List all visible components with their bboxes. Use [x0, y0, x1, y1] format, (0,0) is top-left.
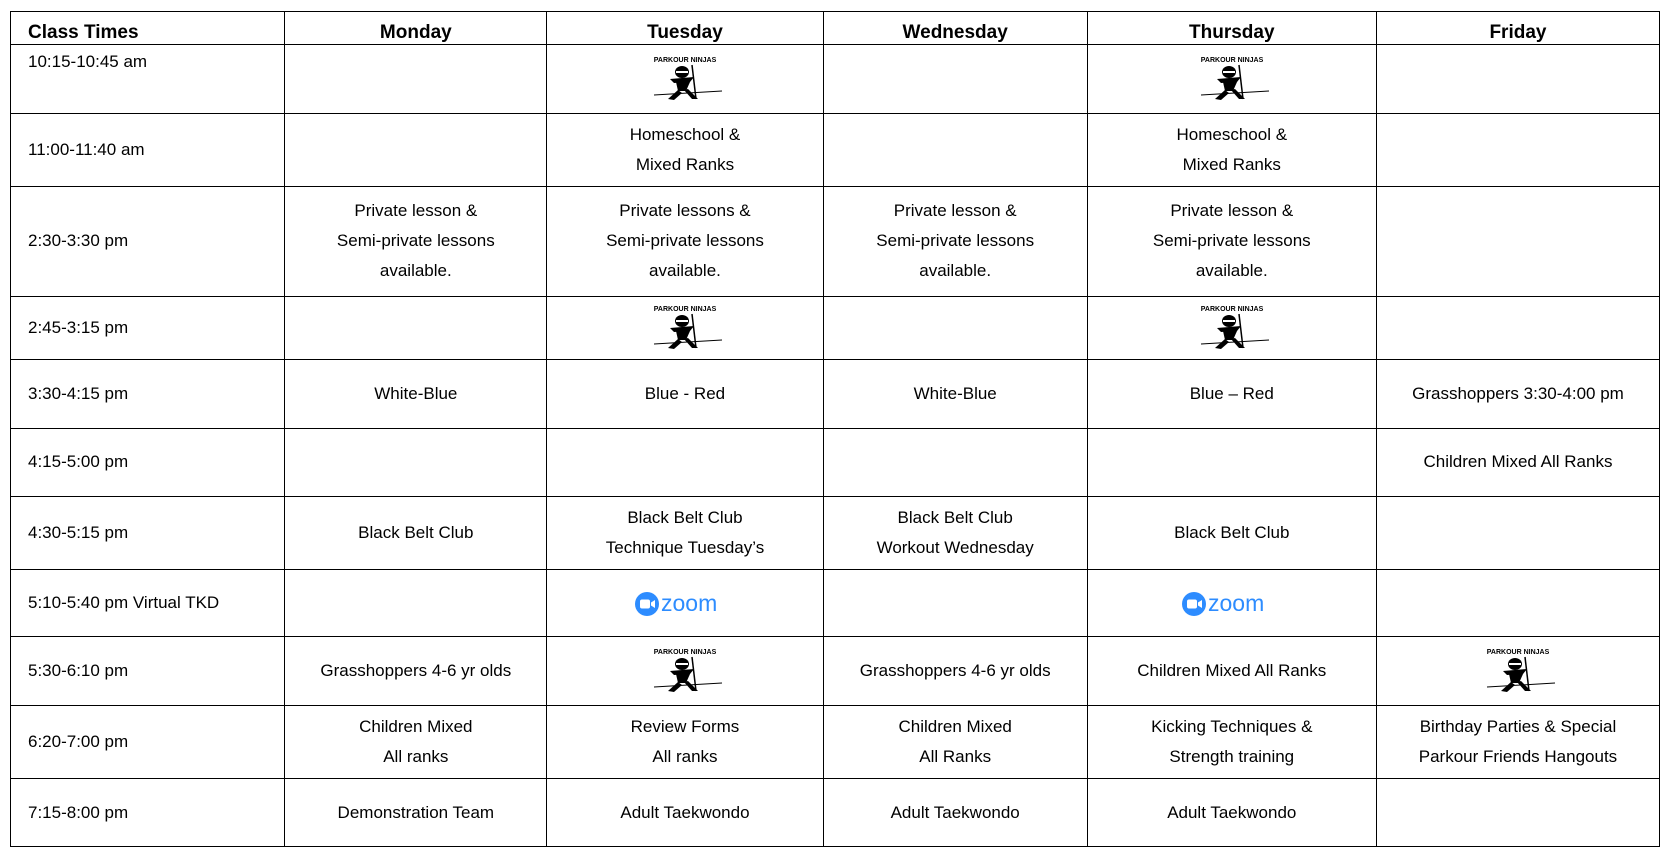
class-description-line: Black Belt Club: [627, 507, 743, 527]
thursday-cell: [1087, 187, 1376, 297]
class-description: [358, 518, 473, 548]
class-description-line: Adult Taekwondo: [890, 802, 1020, 822]
class-description-line: All ranks: [652, 747, 718, 767]
wednesday-cell: [823, 637, 1087, 706]
column-header-tuesday: Tuesday: [547, 12, 824, 45]
class-time-cell: 7:15-8:00 pm: [11, 779, 285, 847]
class-description: [606, 503, 764, 563]
class-description: [1167, 798, 1296, 828]
class-description: [876, 196, 1034, 286]
zoom-camera-icon: [1182, 592, 1206, 616]
class-description: [1412, 379, 1624, 409]
class-description-line: Strength training: [1169, 747, 1295, 767]
class-description-line: Review Forms: [630, 717, 740, 737]
class-description-line: Mixed Ranks: [1182, 154, 1281, 174]
monday-cell: [285, 113, 547, 186]
class-description: [860, 656, 1051, 686]
class-description: [891, 798, 1020, 828]
class-description-line: available.: [1195, 261, 1268, 281]
class-description-line: Private lessons &: [619, 201, 751, 221]
monday-cell: [285, 779, 547, 847]
class-description: [338, 798, 495, 828]
schedule-row: [11, 45, 1660, 114]
schedule-row: [11, 113, 1660, 186]
friday-cell: [1376, 187, 1659, 297]
wednesday-cell: [823, 429, 1087, 496]
class-description-line: Semi-private lessons: [606, 231, 764, 251]
thursday-cell: [1087, 569, 1376, 636]
thursday-cell: [1087, 296, 1376, 360]
class-description-line: Workout Wednesday: [876, 537, 1034, 557]
tuesday-cell: [547, 779, 824, 847]
class-description-line: Children Mixed All Ranks: [1137, 661, 1327, 681]
column-header-wednesday: Wednesday: [823, 12, 1087, 45]
class-description-line: Children Mixed: [359, 717, 473, 737]
thursday-cell: [1087, 496, 1376, 569]
friday-cell: [1376, 706, 1659, 779]
schedule-row: [11, 706, 1660, 779]
wednesday-cell: [823, 779, 1087, 847]
class-description-line: Technique Tuesday’s: [605, 537, 765, 557]
class-time-cell: 2:30-3:30 pm: [11, 187, 285, 297]
friday-cell: [1376, 779, 1659, 847]
class-description: [320, 656, 511, 686]
class-description-line: available.: [649, 261, 721, 281]
zoom-wordmark: zoom: [660, 589, 718, 616]
class-description-line: Parkour Friends Hangouts: [1418, 747, 1618, 767]
friday-cell: [1376, 113, 1659, 186]
class-description: [337, 196, 495, 286]
class-description: [374, 379, 457, 409]
class-description-line: Blue - Red: [644, 384, 726, 404]
class-description-line: Adult Taekwondo: [620, 802, 750, 822]
schedule-row: [11, 779, 1660, 847]
wednesday-cell: [823, 187, 1087, 297]
thursday-cell: [1087, 45, 1376, 114]
logo-label: PARKOUR NINJAS: [653, 649, 717, 657]
class-time-cell: 10:15-10:45 am: [11, 45, 285, 114]
class-description-line: White-Blue: [913, 384, 997, 404]
class-description-line: Homeschool &: [1176, 124, 1288, 144]
column-header-thursday: Thursday: [1087, 12, 1376, 45]
friday-cell: [1376, 637, 1659, 706]
class-description: [630, 120, 741, 180]
schedule-row: [11, 296, 1660, 360]
class-description: [1137, 656, 1326, 686]
class-description-line: Private lesson &: [354, 201, 478, 221]
zoom-logo: [634, 590, 736, 618]
column-header-class-times: Class Times: [11, 12, 285, 45]
class-description: [1176, 120, 1287, 180]
wednesday-cell: [823, 496, 1087, 569]
class-description: [645, 379, 725, 409]
class-description: [1419, 712, 1617, 772]
class-time-cell: 11:00-11:40 am: [11, 113, 285, 186]
class-description-line: Black Belt Club: [897, 507, 1013, 527]
thursday-cell: [1087, 429, 1376, 496]
class-description-line: White-Blue: [374, 384, 458, 404]
schedule-row: [11, 637, 1660, 706]
tuesday-cell: [547, 496, 824, 569]
parkour-ninjas-logo: [1187, 55, 1277, 103]
class-description-line: Grasshoppers 4-6 yr olds: [859, 661, 1051, 681]
thursday-cell: [1087, 779, 1376, 847]
ninja-icon: [1201, 314, 1269, 349]
class-description-line: Mixed Ranks: [635, 154, 735, 174]
class-description-line: All ranks: [383, 747, 449, 767]
class-description: [1174, 518, 1289, 548]
ninja-icon: [654, 65, 722, 100]
friday-cell: [1376, 496, 1659, 569]
tuesday-cell: [547, 296, 824, 360]
schedule-body: [11, 45, 1660, 847]
class-description-line: Grasshoppers 3:30-4:00 pm: [1412, 384, 1624, 404]
parkour-ninjas-logo: [640, 647, 730, 695]
monday-cell: [285, 187, 547, 297]
schedule-row: [11, 187, 1660, 297]
monday-cell: [285, 496, 547, 569]
zoom-logo: [1181, 590, 1283, 618]
class-description-line: Semi-private lessons: [1152, 231, 1311, 251]
ninja-icon: [654, 314, 722, 349]
class-description-line: Homeschool &: [629, 124, 741, 144]
class-time-cell: 4:30-5:15 pm: [11, 496, 285, 569]
class-time-cell: 4:15-5:00 pm: [11, 429, 285, 496]
monday-cell: [285, 45, 547, 114]
class-time-cell: 6:20-7:00 pm: [11, 706, 285, 779]
class-time-cell: 3:30-4:15 pm: [11, 360, 285, 429]
friday-cell: [1376, 45, 1659, 114]
parkour-ninjas-logo: [640, 304, 730, 352]
header-row: [11, 12, 1660, 45]
monday-cell: [285, 296, 547, 360]
class-time-cell: 2:45-3:15 pm: [11, 296, 285, 360]
tuesday-cell: [547, 706, 824, 779]
tuesday-cell: [547, 360, 824, 429]
class-description: [1190, 379, 1274, 409]
class-description-line: Blue – Red: [1189, 384, 1274, 404]
zoom-camera-icon: [635, 592, 659, 616]
class-description-line: available.: [379, 261, 452, 281]
logo-label: PARKOUR NINJAS: [1486, 649, 1550, 657]
class-description-line: Grasshoppers 4-6 yr olds: [320, 661, 512, 681]
tuesday-cell: [547, 637, 824, 706]
friday-cell: [1376, 296, 1659, 360]
logo-label: PARKOUR NINJAS: [1200, 56, 1264, 64]
logo-label: PARKOUR NINJAS: [653, 306, 717, 314]
class-description-line: Children Mixed All Ranks: [1423, 452, 1613, 472]
logo-label: PARKOUR NINJAS: [1200, 306, 1264, 314]
friday-cell: [1376, 360, 1659, 429]
class-description-line: Birthday Parties & Special: [1419, 717, 1617, 737]
class-description-line: Semi-private lessons: [876, 231, 1035, 251]
class-description-line: available.: [919, 261, 992, 281]
ninja-icon: [1487, 657, 1555, 692]
monday-cell: [285, 637, 547, 706]
wednesday-cell: [823, 113, 1087, 186]
class-description: [877, 503, 1034, 563]
class-description: [359, 712, 472, 772]
schedule-row: [11, 569, 1660, 636]
schedule-row: [11, 496, 1660, 569]
class-description: [1423, 447, 1612, 477]
column-header-monday: Monday: [285, 12, 547, 45]
friday-cell: [1376, 569, 1659, 636]
tuesday-cell: [547, 569, 824, 636]
wednesday-cell: [823, 360, 1087, 429]
class-description-line: All Ranks: [919, 747, 992, 767]
class-description: [1153, 196, 1311, 286]
class-description: [631, 712, 740, 772]
class-description: [606, 196, 764, 286]
class-description-line: Kicking Techniques &: [1151, 717, 1313, 737]
tuesday-cell: [547, 187, 824, 297]
class-description: [898, 712, 1011, 772]
parkour-ninjas-logo: [1187, 304, 1277, 352]
zoom-wordmark: zoom: [1207, 589, 1265, 616]
parkour-ninjas-logo: [640, 55, 730, 103]
monday-cell: [285, 429, 547, 496]
wednesday-cell: [823, 706, 1087, 779]
tuesday-cell: [547, 429, 824, 496]
thursday-cell: [1087, 113, 1376, 186]
tuesday-cell: [547, 45, 824, 114]
schedule-row: [11, 429, 1660, 496]
class-description-line: Adult Taekwondo: [1167, 802, 1297, 822]
monday-cell: [285, 706, 547, 779]
thursday-cell: [1087, 706, 1376, 779]
class-description-line: Private lesson &: [1170, 201, 1294, 221]
class-description-line: Children Mixed: [898, 717, 1012, 737]
wednesday-cell: [823, 569, 1087, 636]
class-schedule-table: [10, 11, 1660, 847]
thursday-cell: [1087, 360, 1376, 429]
thursday-cell: [1087, 637, 1376, 706]
wednesday-cell: [823, 296, 1087, 360]
class-description-line: Black Belt Club: [358, 522, 474, 542]
ninja-icon: [1201, 65, 1269, 100]
class-description-line: Semi-private lessons: [336, 231, 495, 251]
column-header-friday: Friday: [1376, 12, 1659, 45]
class-description-line: Demonstration Team: [337, 802, 495, 822]
ninja-icon: [654, 657, 722, 692]
class-description: [914, 379, 997, 409]
parkour-ninjas-logo: [1473, 647, 1563, 695]
class-description: [620, 798, 749, 828]
monday-cell: [285, 360, 547, 429]
logo-label: PARKOUR NINJAS: [653, 56, 717, 64]
class-time-cell: 5:10-5:40 pm Virtual TKD: [11, 569, 285, 636]
wednesday-cell: [823, 45, 1087, 114]
tuesday-cell: [547, 113, 824, 186]
monday-cell: [285, 569, 547, 636]
schedule-row: [11, 360, 1660, 429]
class-description: [1151, 712, 1312, 772]
friday-cell: [1376, 429, 1659, 496]
class-description-line: Black Belt Club: [1174, 522, 1290, 542]
class-description-line: Private lesson &: [893, 201, 1017, 221]
class-time-cell: 5:30-6:10 pm: [11, 637, 285, 706]
